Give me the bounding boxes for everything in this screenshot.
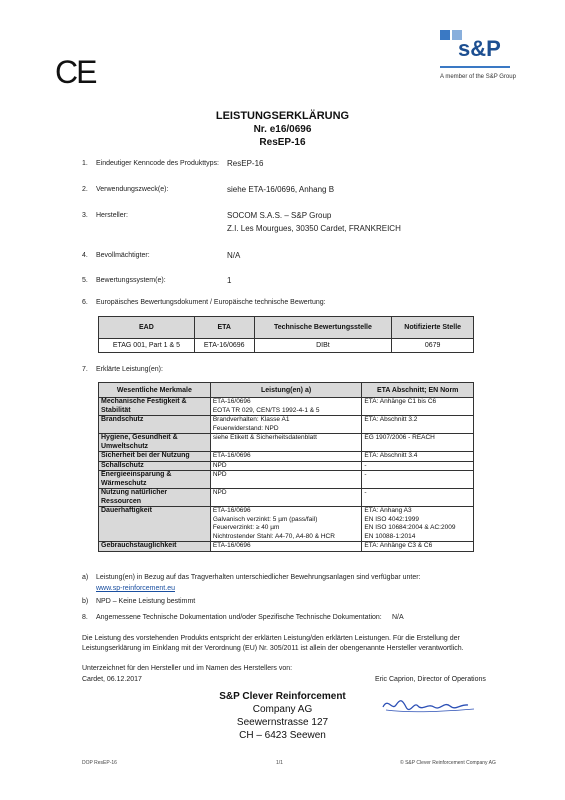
performance-cell <box>210 461 362 471</box>
col-eta: ETA <box>194 317 254 339</box>
cell-line: ETA: Abschnitt 3.4 <box>364 452 418 459</box>
footnote-a: a) Leistung(en) in Bezug auf das Tragverhalten unterschiedlicher Bewehrungsanlagen sind verfügbar unter: <box>82 574 421 581</box>
standard-cell <box>362 416 474 434</box>
cell-line: ETA-16/0696 <box>212 507 251 514</box>
characteristic-cell: Nutzung natürlicher Ressourcen <box>99 489 211 507</box>
col-tab: Technische Bewertungsstelle <box>254 317 392 339</box>
item-3-address: Z.I. Les Mourgues, 30350 Cardet, FRANKREICH <box>227 224 401 233</box>
page-title: LEISTUNGSERKLÄRUNG <box>215 110 350 122</box>
characteristic-cell: Sicherheit bei der Nutzung <box>99 452 211 462</box>
cell-line: Nichtrostender Stahl: A4-70, A4-80 & HCR <box>212 532 335 540</box>
characteristic-cell: Energieeinsparung & Wärmeschutz <box>99 471 211 489</box>
cell-line: EN ISO 10684:2004 & AC:2009 <box>364 524 456 531</box>
item-3: 3. Hersteller: <box>82 212 128 219</box>
item-2: 2. Verwendungszweck(e): <box>82 186 169 193</box>
performance-cell <box>210 434 362 452</box>
table-row <box>99 398 474 416</box>
table-row <box>99 461 474 471</box>
cell-line: - <box>364 461 367 469</box>
standard-cell <box>362 489 474 507</box>
cell-line: EOTA TR 029, CEN/TS 1992-4-1 & 5 <box>212 406 320 414</box>
signed-for: Unterzeichnet für den Hersteller und im Namen des Herstellers von: <box>82 665 293 672</box>
performance-cell <box>210 507 362 542</box>
table-row <box>99 416 474 434</box>
cell-line: - <box>364 489 367 496</box>
cell-line: EG 1907/2006 - REACH <box>364 434 435 441</box>
performance-table <box>98 382 474 552</box>
item-7: 7. Erklärte Leistung(en): <box>82 366 163 373</box>
ce-mark: CE <box>55 54 96 90</box>
footer-page: 1/1 <box>276 760 283 766</box>
item-1: 1. Eindeutiger Kenncode des Produkttyps: <box>82 160 219 167</box>
characteristic-cell: Mechanische Festigkeit & Stabilität <box>99 398 211 416</box>
product-code: ResEP-16 <box>259 137 306 148</box>
cell-line: Galvanisch verzinkt: 5 µm (pass/fail) <box>212 515 318 523</box>
table-row <box>99 471 474 489</box>
col-ead: EAD <box>99 317 195 339</box>
table-row <box>99 507 474 542</box>
signatory-name: Eric Caprion, Director of Operations <box>375 676 486 683</box>
item-4: 4. Bevollmächtigter: <box>82 252 150 259</box>
col-performance: Leistung(en) a) <box>210 383 362 398</box>
cell-line: EN ISO 4042:1999 <box>364 515 419 523</box>
cell-line: Feuerverzinkt: ≥ 40 µm <box>212 524 280 531</box>
reinforcement-link[interactable]: www.sp-reinforcement.eu <box>96 585 175 592</box>
table-row: ETAG 001, Part 1 & 5 ETA-16/0696 DIBt 0679 <box>99 339 474 353</box>
declaration-text: Die Leistung des vorstehenden Produkts entspricht der erklärten Leistung/den erklärten Leistungen. Für die Erstellung der Leistungserklärung im Einklang mit der Verordnung (EU) Nr. 305/2011 ist allein der obengenannte Hersteller verantwortlich. <box>82 635 464 652</box>
table-row <box>99 489 474 507</box>
item-5: 5. Bewertungssystem(e): <box>82 277 166 284</box>
item-3-value: SOCOM S.A.S. – S&P Group <box>227 211 332 220</box>
col-notified: Notifizierte Stelle <box>392 317 474 339</box>
cell-line: Feuerwiderstand: NPD <box>212 424 279 432</box>
cell-line: siehe Etikett & Sicherheitsdatenblatt <box>212 434 317 441</box>
cell-line: ETA: Abschnitt 3.2 <box>364 416 418 423</box>
cell-line: ETA: Anhänge C1 bis C6 <box>364 398 437 405</box>
item-6: 6. Europäisches Bewertungsdokument / Europäische technische Bewertung: <box>82 299 326 306</box>
footnote-b: b) NPD – Keine Leistung bestimmt <box>82 598 196 605</box>
cell-line: ETA: Anhänge C3 & C6 <box>364 542 433 549</box>
performance-cell <box>210 452 362 462</box>
performance-cell <box>210 471 362 489</box>
cell-line: Brandverhalten: Klasse A1 <box>212 416 290 423</box>
item-2-value: siehe ETA-16/0696, Anhang B <box>227 185 335 194</box>
col-standard: ETA Abschnitt; EN Norm <box>362 383 474 398</box>
item-8-value: N/A <box>392 614 404 621</box>
cell-line: ETA-16/0696 <box>212 542 251 549</box>
item-5-value: 1 <box>227 276 232 285</box>
table-row <box>99 542 474 552</box>
standard-cell <box>362 542 474 552</box>
footer-copyright: © S&P Clever Reinforcement Company AG <box>400 760 496 766</box>
item-1-value: ResEP-16 <box>227 159 264 168</box>
table-row <box>99 452 474 462</box>
cell-line: ETA: Anhang A3 <box>364 507 412 514</box>
assessment-table <box>98 316 474 353</box>
standard-cell <box>362 461 474 471</box>
characteristic-cell: Dauerhaftigkeit <box>99 507 211 542</box>
footer-doc-id: DOP ResEP-16 <box>82 760 117 766</box>
cell-line: ETA-16/0696 <box>212 452 251 459</box>
cell-line: EN 10088-1:2014 <box>364 532 416 540</box>
standard-cell <box>362 507 474 542</box>
standard-cell <box>362 452 474 462</box>
logo-word: s&P <box>458 36 501 61</box>
cell-line: NPD <box>212 461 227 469</box>
characteristic-cell: Brandschutz <box>99 416 211 434</box>
performance-cell <box>210 398 362 416</box>
performance-cell <box>210 489 362 507</box>
logo-underline <box>440 66 510 68</box>
characteristic-cell: Hygiene, Gesundheit & Umweltschutz <box>99 434 211 452</box>
performance-cell <box>210 542 362 552</box>
doc-number: Nr. e16/0696 <box>253 124 312 135</box>
place-date: Cardet, 06.12.2017 <box>82 676 142 683</box>
standard-cell <box>362 434 474 452</box>
cell-line: NPD <box>212 489 227 496</box>
standard-cell <box>362 398 474 416</box>
company-stamp: S&P Clever Reinforcement Company AG Seewernstrasse 127 CH – 6423 Seewen <box>219 691 346 741</box>
characteristic-cell: Schallschutz <box>99 461 211 471</box>
logo-tagline: A member of the S&P Group <box>440 74 516 80</box>
col-characteristic: Wesentliche Merkmale <box>99 383 211 398</box>
cell-line: - <box>364 471 367 478</box>
characteristic-cell: Gebrauchstauglichkeit <box>99 542 211 552</box>
cell-line: NPD <box>212 471 227 478</box>
standard-cell <box>362 471 474 489</box>
cell-line: ETA-16/0696 <box>212 398 251 405</box>
performance-cell <box>210 416 362 434</box>
logo-square-icon <box>440 30 450 40</box>
item-4-value: N/A <box>227 251 241 260</box>
item-8: 8. Angemessene Technische Dokumentation und/oder Spezifische Technische Dokumentation: <box>82 614 382 621</box>
table-row <box>99 434 474 452</box>
sp-logo <box>440 30 516 80</box>
